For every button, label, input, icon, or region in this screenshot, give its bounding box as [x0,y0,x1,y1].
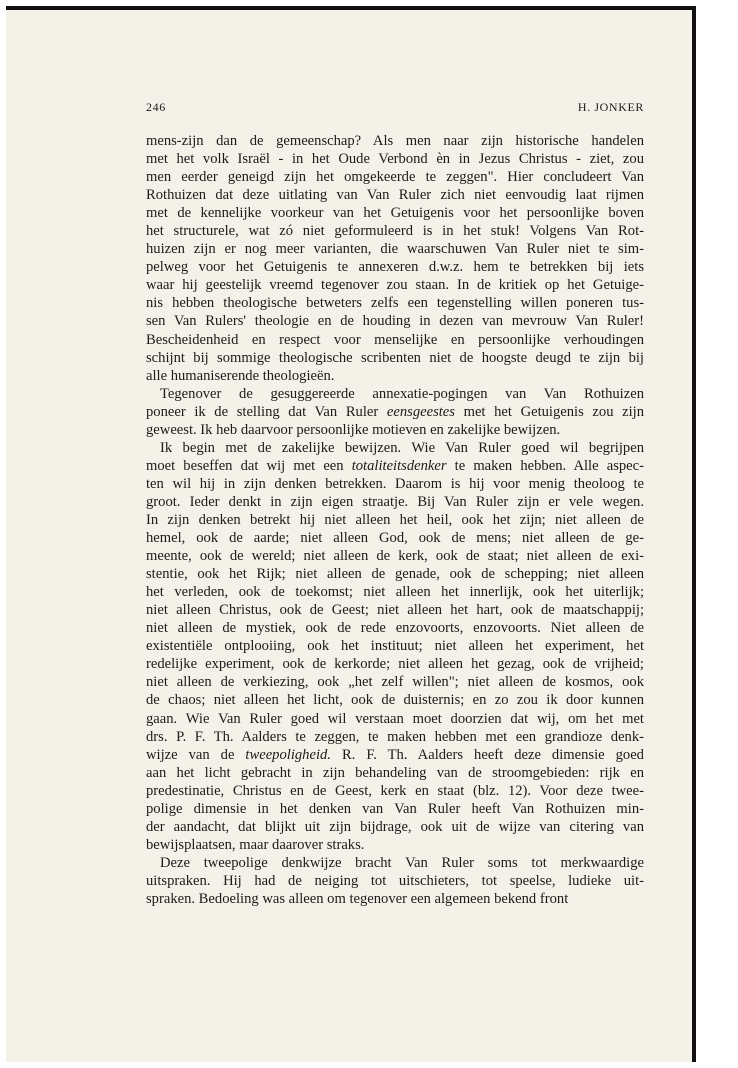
text-span: Bescheidenheid en respect voor menselijke en persoonlijke verhoudingen [146,331,644,348]
text-span: aan het licht gebracht in zijn behandeling van de stroomgebieden: rijk en [146,764,644,781]
text-span: redelijke experiment, ook de kerkorde; niet alleen het gezag, ook de vrijheid; [146,656,644,673]
text-line [146,294,644,312]
text-line [146,222,644,240]
text-span: met het volk Israël - in het Oude Verbond èn in Jezus Christus - ziet, zou [146,151,644,168]
running-header [146,100,644,115]
text-line [146,186,644,204]
text-span: niet alleen de verkiezing, ook „het zelf willen"; niet alleen de kosmos, ook [146,674,644,691]
text-line [146,276,644,294]
text-line [146,547,644,565]
text-line [146,800,644,818]
text-line [146,331,644,349]
text-span: het verleden, ook de toekomst; niet alleen het innerlijk, ook het uiterlijk; [146,584,644,601]
text-line [146,258,644,276]
text-span: niet alleen de mystiek, ook de rede enzovoorts, enzovoorts. Niet alleen de [146,620,644,637]
text-line [146,728,644,746]
text-line [146,655,644,673]
text-line [146,529,644,547]
text-span: men eerder geneigd zijn het omgekeerde te zeggen". Hier concludeert Van [146,169,644,186]
text-line [146,168,644,186]
text-line [146,890,644,908]
text-span: spraken. Bedoeling was alleen om tegenover een algemeen bekend front [146,890,569,907]
text-span: met de kennelijke voorkeur van het Getuigenis voor het persoonlijke boven [146,205,644,222]
text-span: groot. Ieder denkt in zijn eigen straatje. Bij Van Ruler zijn er vele wegen. [146,493,644,510]
text-line [146,818,644,836]
text-span: pelweg voor het Getuigenis te annexeren d.w.z. hem te betrekken bij iets [146,259,644,276]
text-span: huizen zijn er nog meer varianten, die waarschuwen Van Ruler niet te sim- [146,241,644,258]
text-span: nis hebben theologische betweters zelfs een tegenstelling willen poneren tus- [146,295,644,312]
text-span: predestinatie, Christus en de Geest, kerk en staat (blz. 12). Voor deze twee- [146,782,644,799]
text-line [146,782,644,800]
text-span: Tegenover de gesuggereerde annexatie-pogingen van Van Rothuizen [160,385,644,402]
text-line [146,132,644,150]
text-line [146,457,644,475]
text-line [146,673,644,691]
text-line [146,367,644,385]
text-line [146,583,644,601]
text-line [146,349,644,367]
text-span: R. F. Th. Aalders heeft deze dimensie goed [330,746,644,763]
text-span: polige dimensie in het denken van Van Ruler heeft Van Rothuizen min- [146,800,644,817]
text-line [146,691,644,709]
text-span: wijze van de [146,746,246,763]
text-line [146,439,644,457]
text-span: met het Getuigenis zou zijn [454,403,645,420]
text-span: Deze tweepolige denkwijze bracht Van Ruler soms tot merkwaardige [160,854,644,871]
text-span: moet beseffen dat wij met een [146,457,352,474]
text-span: niet alleen Christus, ook de Geest; niet alleen het hart, ook de maatschappij; [146,602,644,619]
text-span: geweest. Ik heb daarvoor persoonlijke motieven en zakelijke bewijzen. [146,421,561,438]
text-line [146,493,644,511]
text-line [146,854,644,872]
text-span: ten wil hij in zijn denken betrekken. Daarom is hij voor menig theoloog te [146,475,644,492]
text-span: schijnt bij sommige theologische scribenten niet de hoogste deugd te zijn bij [146,349,644,366]
text-line [146,312,644,330]
book-page [6,6,696,1062]
text-span: In zijn denken betrekt hij niet alleen het heil, ook het zijn; niet alleen de [146,511,644,528]
text-line [146,601,644,619]
text-line [146,637,644,655]
text-line [146,204,644,222]
text-line [146,764,644,782]
text-span: sen Van Rulers' theologie en de houding in dezen van mevrouw Van Ruler! [146,313,644,330]
text-span: meente, ook de wereld; niet alleen de kerk, ook de staat; niet alleen de exi- [146,548,644,565]
text-span: poneer ik de stelling dat Van Ruler [146,403,387,420]
text-line [146,619,644,637]
italic-term: totaliteitsdenker [351,457,447,474]
text-span: hemel, ook de aarde; niet alleen God, ook de mens; niet alleen de ge- [146,530,644,547]
text-span: te maken hebben. Alle aspec- [446,457,644,474]
text-span: de chaos; niet alleen het licht, ook de duisternis; en zo zou ik door kunnen [146,692,644,709]
text-line [146,403,644,421]
text-span: Rothuizen dat deze uitlating van Van Ruler zich niet eenvoudig laat rijmen [146,187,644,204]
text-span: Ik begin met de zakelijke bewijzen. Wie Van Ruler goed wil begrijpen [160,439,644,456]
text-span: stentie, ook het Rijk; niet alleen de genade, ook de schepping; niet alleen [146,566,644,583]
text-line [146,565,644,583]
text-span: bewijsplaatsen, maar daarover straks. [146,836,365,853]
text-span: gaan. Wie Van Ruler goed wil verstaan moet doorzien dat wij, om het met [146,710,644,727]
text-line [146,240,644,258]
text-line [146,836,644,854]
body-text [146,132,644,908]
text-span: existentiële ontplooiing, ook het instituut; niet alleen het experiment, het [146,638,644,655]
text-span: het structurele, wat zó niet geformuleerd is in het stuk! Volgens Van Rot- [146,223,644,240]
text-line [146,710,644,728]
text-line [146,872,644,890]
text-line [146,385,644,403]
running-author: H. JONKER [577,100,644,114]
text-span: drs. P. F. Th. Aalders te zeggen, te maken hebben met een grandioze denk- [146,728,644,745]
text-line [146,421,644,439]
text-span: waar hij geestelijk vreemd tegenover zou staan. In de kritiek op het Getuige- [146,277,644,294]
page-number: 246 [146,100,166,114]
text-span: mens-zijn dan de gemeenschap? Als men naar zijn historische handelen [146,133,644,149]
text-line [146,746,644,764]
text-span: der aandacht, dat blijkt uit zijn bijdrage, ook uit de wijze van citering van [146,818,644,835]
text-line [146,511,644,529]
text-span: uitspraken. Hij had de neiging tot uitschieters, tot speelse, ludieke uit- [146,872,644,889]
text-span: alle humaniserende theologieën. [146,367,335,384]
text-line [146,475,644,493]
text-line [146,150,644,168]
italic-term: tweepoligheid. [245,746,331,763]
italic-term: eensgeestes [386,403,455,420]
